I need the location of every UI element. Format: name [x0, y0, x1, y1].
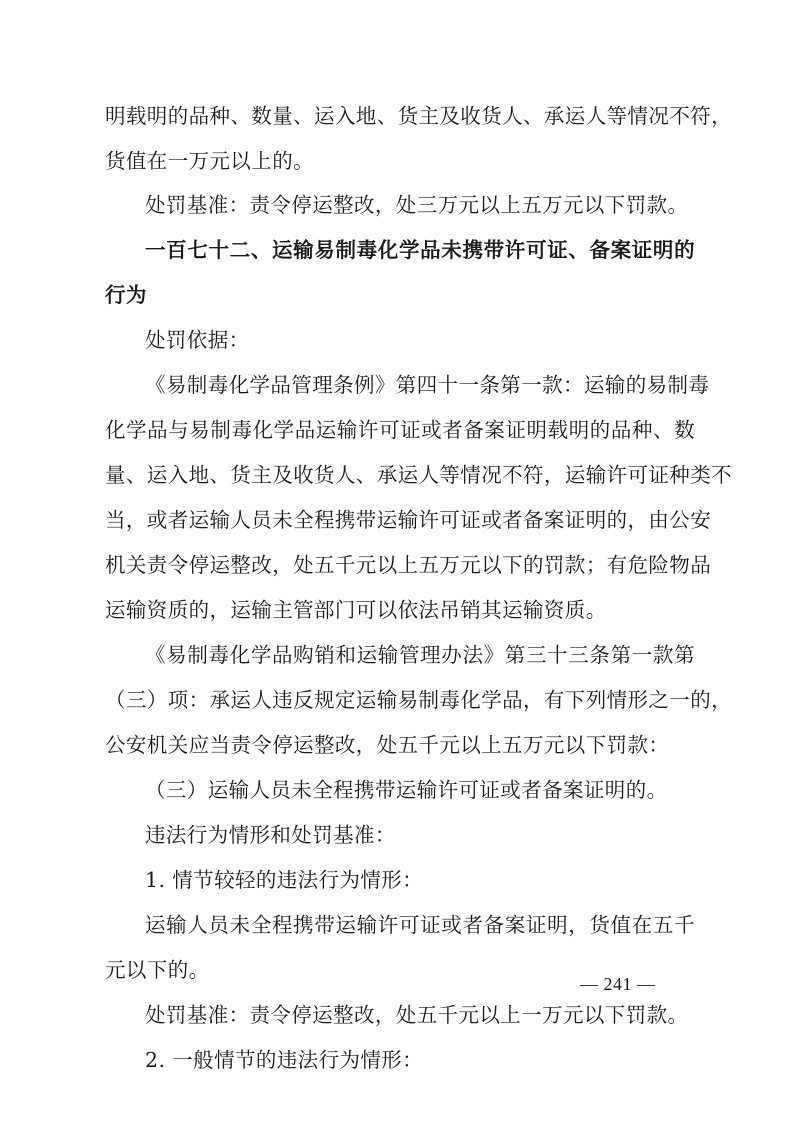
section-heading-continued: 行为 — [105, 283, 147, 307]
body-text-line: 机关责令停运整改，处五千元以上五万元以下的罚款；有危险物品 — [105, 553, 712, 577]
regulation-citation: 《易制毒化学品购销和运输管理办法》第三十三条第一款第 — [145, 643, 695, 667]
body-text-line: 当，或者运输人员未全程携带运输许可证或者备案证明的，由公安 — [105, 508, 712, 532]
regulation-citation: 《易制毒化学品管理条例》第四十一条第一款：运输的易制毒 — [145, 373, 710, 397]
general-violation-heading: 2. 一般情节的违法行为情形： — [145, 1048, 424, 1072]
penalty-standard-text: 处罚基准：责令停运整改，处三万元以上五万元以下罚款。 — [145, 193, 689, 217]
clause-item: （三）运输人员未全程携带运输许可证或者备案证明的。 — [145, 778, 668, 802]
section-heading: 一百七十二、运输易制毒化学品未携带许可证、备案证明的 — [145, 238, 695, 262]
body-text-line: 明载明的品种、数量、运入地、货主及收货人、承运人等情况不符， — [105, 104, 732, 128]
body-text-line: 公安机关应当责令停运整改，处五千元以上五万元以下罚款： — [105, 733, 670, 757]
penalty-standard-text: 处罚基准：责令停运整改，处五千元以上一万元以下罚款。 — [145, 1003, 689, 1027]
body-text-line: （三）项：承运人违反规定运输易制毒化学品，有下列情形之一的， — [105, 688, 732, 712]
minor-violation-heading: 1. 情节较轻的违法行为情形： — [145, 868, 424, 892]
body-text-line: 元以下的。 — [105, 958, 210, 982]
body-text-line: 量、运入地、货主及收货人、承运人等情况不符，运输许可证种类不 — [105, 463, 732, 487]
page-number: — 241 — — [580, 974, 656, 994]
body-text-line: 运输资质的，运输主管部门可以依法吊销其运输资质。 — [105, 598, 607, 622]
penalty-basis-label: 处罚依据： — [145, 328, 250, 352]
body-text-line: 化学品与易制毒化学品运输许可证或者备案证明载明的品种、数 — [105, 418, 695, 442]
body-text-line: 运输人员未全程携带运输许可证或者备案证明，货值在五千 — [145, 913, 695, 937]
body-text-line: 货值在一万元以上的。 — [105, 149, 314, 173]
violation-criteria-label: 违法行为情形和处罚基准： — [145, 823, 396, 847]
